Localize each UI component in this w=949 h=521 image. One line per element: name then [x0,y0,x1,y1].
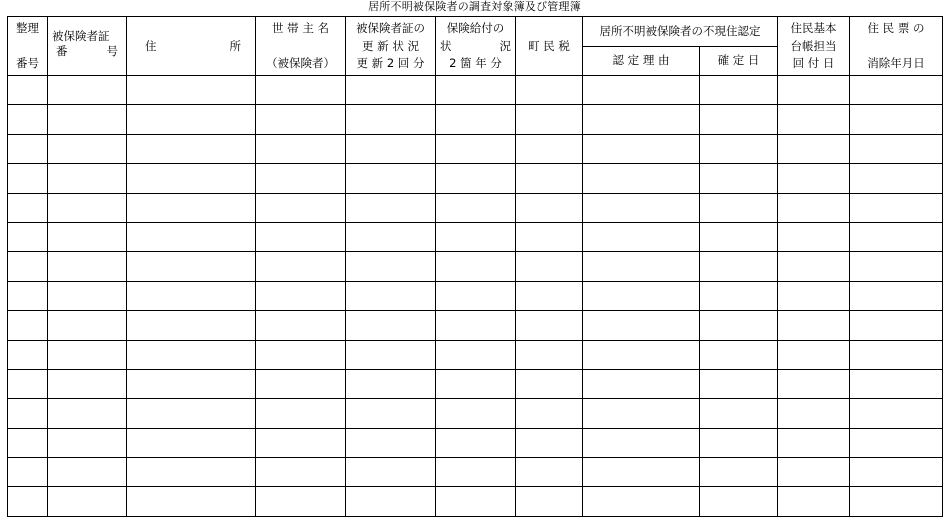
table-cell[interactable] [583,487,700,516]
table-cell[interactable] [48,252,127,281]
table-cell[interactable] [516,458,583,487]
table-cell[interactable] [516,281,583,310]
table-row [8,369,943,398]
table-cell[interactable] [346,164,436,193]
table-row [8,193,943,222]
table-cell[interactable] [256,487,346,516]
table-cell[interactable] [127,134,256,163]
table-cell[interactable] [256,340,346,369]
table-cell[interactable] [127,458,256,487]
table-cell[interactable] [583,134,700,163]
table-cell[interactable] [8,134,48,163]
table-cell[interactable] [436,76,516,105]
table-cell[interactable] [778,487,850,516]
table-cell[interactable] [436,311,516,340]
table-cell[interactable] [346,193,436,222]
table-cell[interactable] [516,369,583,398]
table-cell[interactable] [436,369,516,398]
table-cell[interactable] [700,193,778,222]
table-cell[interactable] [778,369,850,398]
table-cell[interactable] [778,340,850,369]
table-cell[interactable] [48,134,127,163]
table-cell[interactable] [256,399,346,428]
table-cell[interactable] [778,252,850,281]
table-cell[interactable] [850,164,943,193]
table-cell[interactable] [127,222,256,251]
table-row [8,487,943,516]
table-cell[interactable] [778,399,850,428]
table-cell[interactable] [8,105,48,134]
table-cell[interactable] [850,134,943,163]
header-insured-card-number: 被保険者証 番 号 [48,17,127,76]
table-cell[interactable] [700,252,778,281]
table-cell[interactable] [700,487,778,516]
table-row [8,458,943,487]
table-cell[interactable] [436,193,516,222]
table-cell[interactable] [256,252,346,281]
table-cell[interactable] [48,399,127,428]
table-cell[interactable] [583,458,700,487]
table-cell[interactable] [8,428,48,457]
table-cell[interactable] [583,311,700,340]
table-cell[interactable] [850,311,943,340]
table-cell[interactable] [346,281,436,310]
table-cell[interactable] [436,222,516,251]
document-title: 居所不明被保険者の調査対象簿及び管理簿 [368,0,581,13]
table-cell[interactable] [436,340,516,369]
table-cell[interactable] [583,193,700,222]
table-cell[interactable] [436,428,516,457]
table-cell[interactable] [436,105,516,134]
table-cell[interactable] [850,76,943,105]
table-cell[interactable] [850,487,943,516]
table-cell[interactable] [850,399,943,428]
table-cell[interactable] [346,222,436,251]
table-cell[interactable] [436,134,516,163]
table-cell[interactable] [778,105,850,134]
table-cell[interactable] [850,281,943,310]
table-cell[interactable] [778,164,850,193]
table-cell[interactable] [346,399,436,428]
table-cell[interactable] [48,369,127,398]
table-cell[interactable] [778,428,850,457]
table-cell[interactable] [8,340,48,369]
table-row [8,222,943,251]
table-row [8,164,943,193]
table-row [8,105,943,134]
table-cell[interactable] [48,340,127,369]
header-nonresidence-certification: 居所不明被保険者の不現住認定 [583,17,778,47]
table-cell[interactable] [48,487,127,516]
table-cell[interactable] [48,193,127,222]
header-resident-register-referral-date: 住民基本 台帳担当 回 付 日 [778,17,850,76]
table-cell[interactable] [346,252,436,281]
table-cell[interactable] [583,105,700,134]
table-cell[interactable] [516,252,583,281]
table-cell[interactable] [127,399,256,428]
header-resident-record-deletion-date: 住 民 票 の 消除年月日 [850,17,943,76]
table-cell[interactable] [256,193,346,222]
table-cell[interactable] [583,399,700,428]
table-row [8,76,943,105]
table-cell[interactable] [8,369,48,398]
table-cell[interactable] [436,164,516,193]
header-confirmation-date: 確 定 日 [700,46,778,76]
table-cell[interactable] [516,105,583,134]
header-row-main [8,17,943,47]
table-cell[interactable] [256,164,346,193]
table-cell[interactable] [850,105,943,134]
table-cell[interactable] [48,76,127,105]
table-cell[interactable] [127,487,256,516]
table-cell[interactable] [516,487,583,516]
table-cell[interactable] [8,164,48,193]
table-cell[interactable] [346,428,436,457]
table-cell[interactable] [48,281,127,310]
table-cell[interactable] [516,399,583,428]
table-cell[interactable] [778,458,850,487]
table-row [8,340,943,369]
table-row [8,399,943,428]
table-cell[interactable] [127,164,256,193]
table-cell[interactable] [700,281,778,310]
table-cell[interactable] [700,458,778,487]
table-cell[interactable] [8,311,48,340]
table-cell[interactable] [436,399,516,428]
table-cell[interactable] [127,252,256,281]
table-cell[interactable] [850,340,943,369]
table-cell[interactable] [583,281,700,310]
table-cell[interactable] [8,399,48,428]
table-cell[interactable] [48,428,127,457]
table-cell[interactable] [583,76,700,105]
table-cell[interactable] [583,340,700,369]
table-cell[interactable] [700,340,778,369]
table-cell[interactable] [8,458,48,487]
table-cell[interactable] [436,252,516,281]
table-cell[interactable] [346,311,436,340]
table-cell[interactable] [850,193,943,222]
table-cell[interactable] [700,369,778,398]
table-cell[interactable] [516,311,583,340]
table-cell[interactable] [778,222,850,251]
table-cell[interactable] [346,458,436,487]
table-cell[interactable] [48,222,127,251]
table-cell[interactable] [778,134,850,163]
table-cell[interactable] [346,76,436,105]
table-body [8,76,943,517]
table-cell[interactable] [8,487,48,516]
header-serial-number: 整理 番号 [8,17,48,76]
table-row [8,311,943,340]
table-cell[interactable] [127,428,256,457]
table-cell[interactable] [778,193,850,222]
table-cell[interactable] [583,252,700,281]
table-cell[interactable] [256,428,346,457]
table-cell[interactable] [8,76,48,105]
table-cell[interactable] [436,487,516,516]
table-cell[interactable] [850,428,943,457]
table-cell[interactable] [516,76,583,105]
register-table [7,16,943,517]
table-cell[interactable] [127,105,256,134]
table-cell[interactable] [516,164,583,193]
header-certification-reason: 認 定 理 由 [583,46,700,76]
table-cell[interactable] [583,428,700,457]
table-cell[interactable] [256,105,346,134]
table-cell[interactable] [700,134,778,163]
table-cell[interactable] [516,193,583,222]
table-cell[interactable] [346,340,436,369]
header-insurance-benefit-status: 保険給付の 状 況 2 箇 年 分 [436,17,516,76]
table-cell[interactable] [850,369,943,398]
table-cell[interactable] [700,164,778,193]
table-cell[interactable] [127,340,256,369]
header-card-renewal-status: 被保険者証の 更 新 状 況 更 新 2 回 分 [346,17,436,76]
table-cell[interactable] [436,458,516,487]
table-cell[interactable] [850,458,943,487]
table-row [8,134,943,163]
table-row [8,428,943,457]
table-cell[interactable] [127,311,256,340]
table-cell[interactable] [256,134,346,163]
table-cell[interactable] [8,222,48,251]
table-cell[interactable] [850,252,943,281]
table-cell[interactable] [583,369,700,398]
table-cell[interactable] [8,193,48,222]
table-cell[interactable] [516,222,583,251]
table-cell[interactable] [346,369,436,398]
table-cell[interactable] [700,222,778,251]
table-cell[interactable] [256,311,346,340]
table-cell[interactable] [778,281,850,310]
header-address: 住 所 [127,17,256,76]
table-cell[interactable] [256,222,346,251]
table-cell[interactable] [700,399,778,428]
table-cell[interactable] [48,105,127,134]
table-cell[interactable] [516,428,583,457]
table-cell[interactable] [127,193,256,222]
table-row [8,252,943,281]
table-cell[interactable] [850,222,943,251]
table-cell[interactable] [8,281,48,310]
table-cell[interactable] [346,105,436,134]
table-cell[interactable] [778,76,850,105]
table-cell[interactable] [127,76,256,105]
table-cell[interactable] [256,76,346,105]
header-household-head: 世 帯 主 名 （被保険者） [256,17,346,76]
table-cell[interactable] [48,458,127,487]
table-cell[interactable] [516,340,583,369]
table-cell[interactable] [700,311,778,340]
table-cell[interactable] [516,134,583,163]
table-cell[interactable] [48,164,127,193]
table-cell[interactable] [256,281,346,310]
table-cell[interactable] [583,222,700,251]
table-cell[interactable] [48,311,127,340]
table-cell[interactable] [700,428,778,457]
table-cell[interactable] [436,281,516,310]
table-cell[interactable] [346,134,436,163]
table-cell[interactable] [583,164,700,193]
table-cell[interactable] [256,369,346,398]
table-cell[interactable] [256,458,346,487]
table-cell[interactable] [346,487,436,516]
table-cell[interactable] [127,369,256,398]
table-cell[interactable] [700,76,778,105]
header-town-resident-tax: 町 民 税 [516,17,583,76]
table-cell[interactable] [127,281,256,310]
table-cell[interactable] [700,105,778,134]
table-row [8,281,943,310]
table-cell[interactable] [778,311,850,340]
table-cell[interactable] [8,252,48,281]
